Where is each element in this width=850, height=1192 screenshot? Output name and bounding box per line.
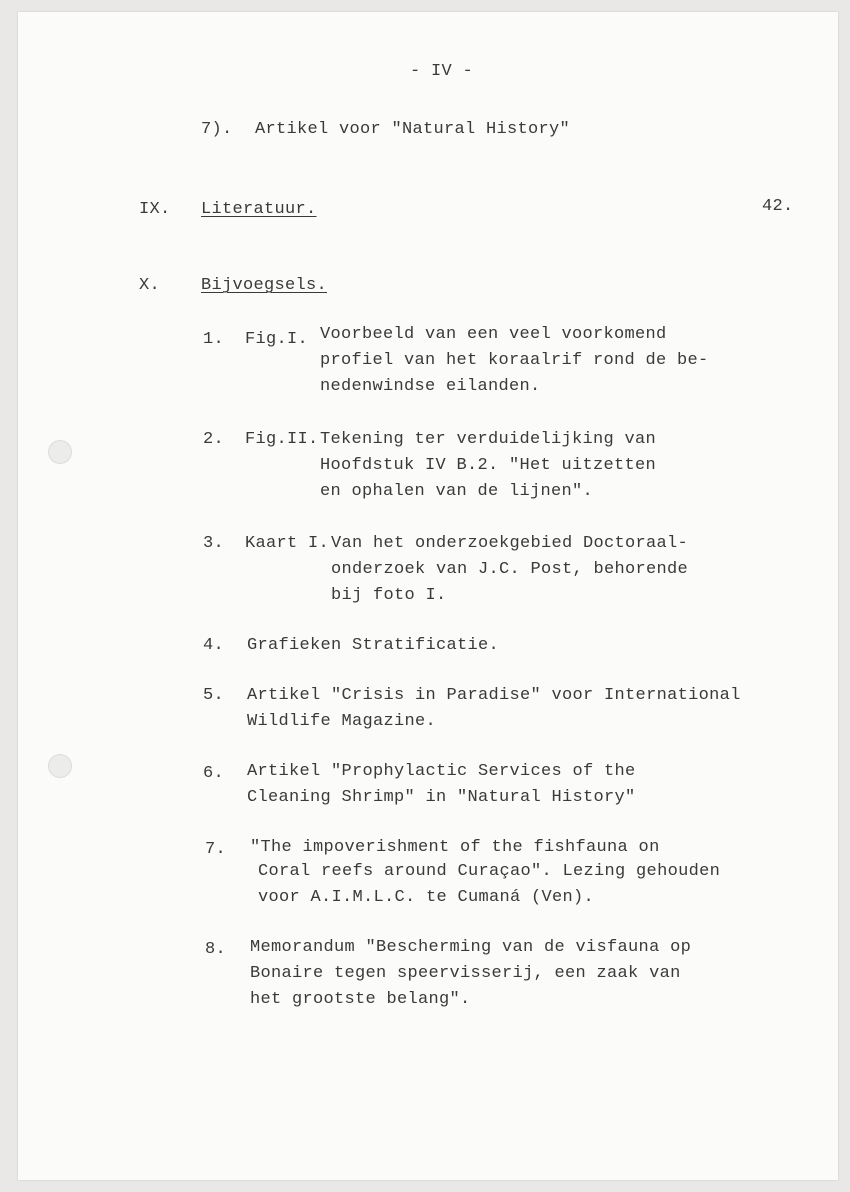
appendix-item-line: het grootste belang".	[250, 990, 471, 1009]
appendix-item-line: onderzoek van J.C. Post, behorende	[331, 560, 689, 579]
appendix-item-line: bij foto I.	[331, 586, 447, 605]
appendix-item-number: 8.	[205, 940, 227, 959]
appendix-item-number: 5.	[203, 686, 225, 705]
appendix-item-line: "The impoverishment of the fishfauna on	[250, 838, 660, 857]
appendix-item-line: en ophalen van de lijnen".	[320, 482, 594, 501]
section-ix-number: IX.	[139, 200, 171, 219]
appendix-item-number: 6.	[203, 764, 225, 783]
appendix-item-line: profiel van het koraalrif rond de be-	[320, 351, 709, 370]
appendix-item-line: Artikel "Prophylactic Services of the	[247, 762, 636, 781]
section-ix-title: Literatuur.	[201, 200, 317, 219]
appendix-item-number: 4.	[203, 636, 225, 655]
appendix-item-line: Van het onderzoekgebied Doctoraal-	[331, 534, 689, 553]
appendix-item-label: Fig.II.	[245, 430, 319, 449]
appendix-item-line: Artikel "Crisis in Paradise" voor International	[247, 686, 741, 705]
prev-section-item-text: Artikel voor "Natural History"	[255, 120, 571, 139]
appendix-item-line: Memorandum "Bescherming van de visfauna op	[250, 938, 692, 957]
appendix-item-line: Voorbeeld van een veel voorkomend	[320, 325, 667, 344]
page-label: - IV -	[410, 62, 474, 81]
appendix-item-line: Wildlife Magazine.	[247, 712, 437, 731]
section-x-title: Bijvoegsels.	[201, 276, 328, 295]
appendix-item-line: Hoofdstuk IV B.2. "Het uitzetten	[320, 456, 657, 475]
appendix-item-line: nedenwindse eilanden.	[320, 377, 541, 396]
appendix-item-line: voor A.I.M.L.C. te Cumaná (Ven).	[258, 888, 595, 907]
appendix-item-number: 1.	[203, 330, 225, 349]
punch-hole-top	[48, 440, 72, 464]
appendix-item-line: Grafieken Stratificatie.	[247, 636, 500, 655]
appendix-item-label: Kaart I.	[245, 534, 330, 553]
appendix-item-line: Cleaning Shrimp" in "Natural History"	[247, 788, 636, 807]
appendix-item-number: 2.	[203, 430, 225, 449]
appendix-item-line: Bonaire tegen speervisserij, een zaak van	[250, 964, 681, 983]
section-ix-page-ref: 42.	[762, 197, 794, 216]
section-x-number: X.	[139, 276, 161, 295]
appendix-item-number: 7.	[205, 840, 227, 859]
prev-section-item-number: 7).	[201, 120, 233, 139]
appendix-item-number: 3.	[203, 534, 225, 553]
appendix-item-line: Coral reefs around Curaçao". Lezing gehouden	[258, 862, 721, 881]
appendix-item-line: Tekening ter verduidelijking van	[320, 430, 657, 449]
punch-hole-bottom	[48, 754, 72, 778]
appendix-item-label: Fig.I.	[245, 330, 309, 349]
